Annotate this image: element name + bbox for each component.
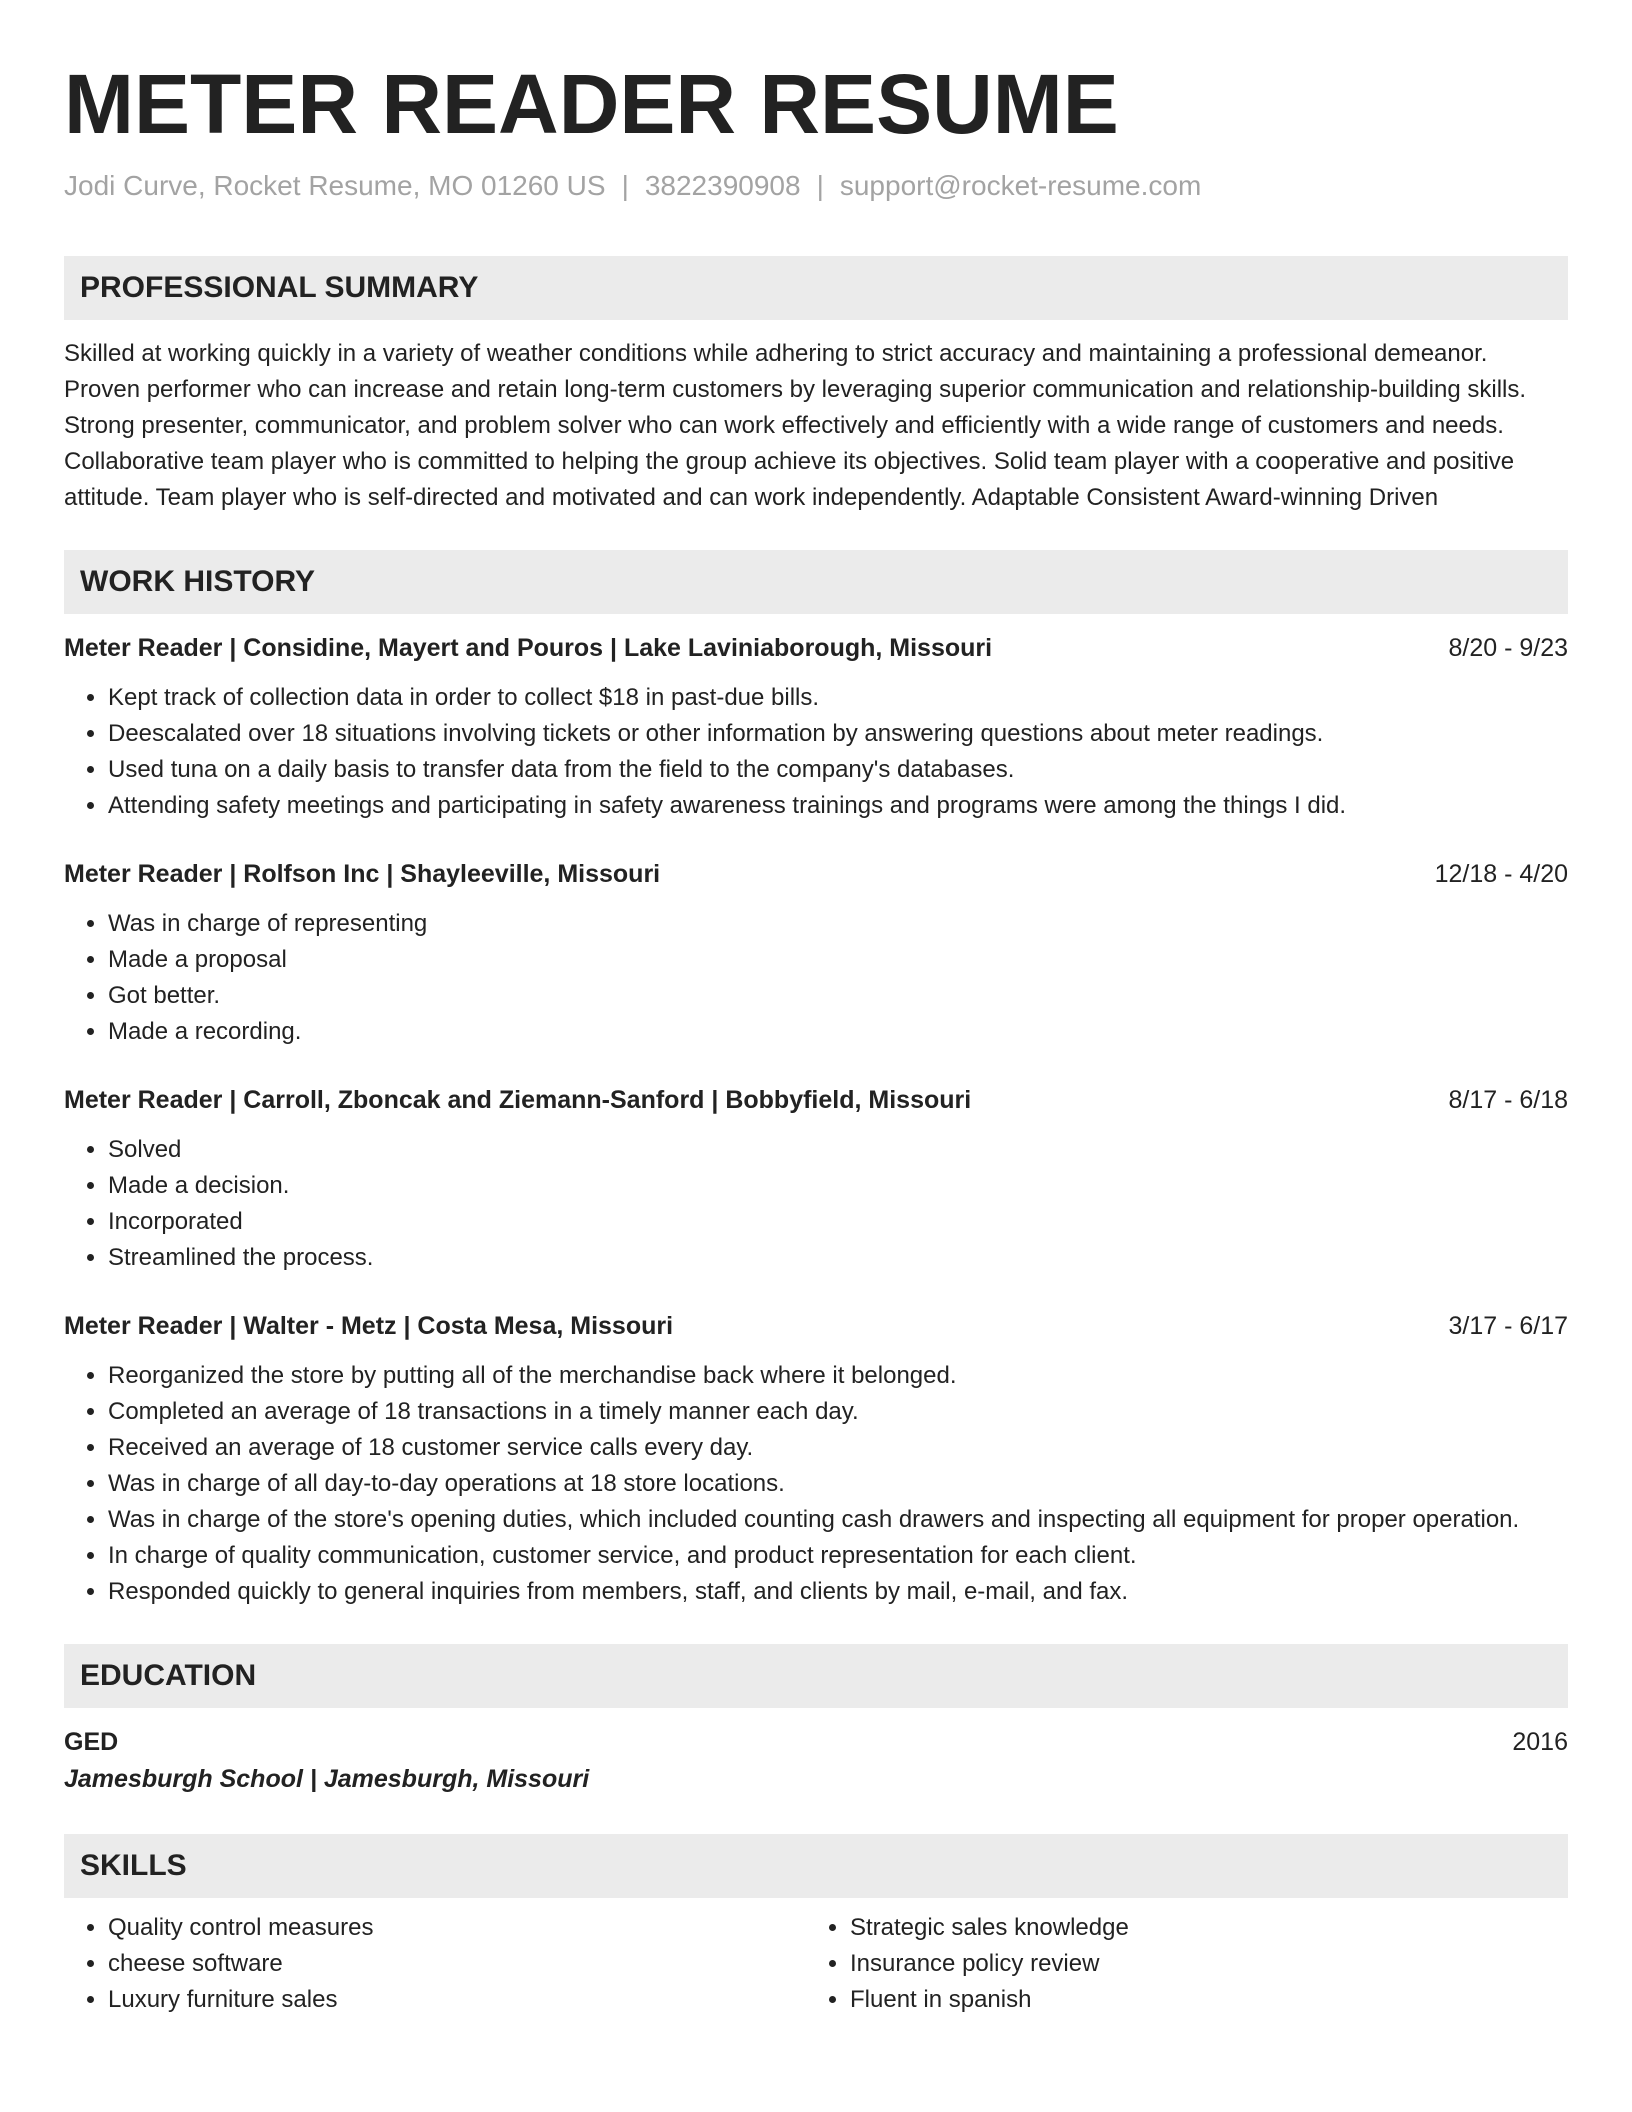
contact-separator: | (816, 170, 824, 201)
job-bullet: • Received an average of 18 customer service calls every day. (108, 1430, 1568, 1466)
job-entry (64, 630, 1568, 824)
job-bullet: • Deescalated over 18 situations involving tickets or other information by answering questions about meter readings. (108, 716, 1568, 752)
job-entry (64, 1308, 1568, 1610)
section-header-work-history: WORK HISTORY (64, 550, 1568, 614)
job-header (64, 856, 1568, 892)
job-bullet: • Kept track of collection data in order to collect $18 in past-due bills. (108, 680, 1568, 716)
job-bullet: • Made a recording. (108, 1014, 1568, 1050)
skill-item: • Luxury furniture sales (108, 1982, 806, 2018)
job-entry (64, 1082, 1568, 1276)
job-bullet: • Solved (108, 1132, 1568, 1168)
contact-email: support@rocket-resume.com (839, 170, 1202, 201)
contact-separator: | (621, 170, 629, 201)
contact-address: Jodi Curve, Rocket Resume, MO 01260 US (64, 170, 606, 201)
job-bullet: • Attending safety meetings and participating in safety awareness trainings and programs were among the things I did. (108, 788, 1568, 824)
job-bullets (64, 1132, 1568, 1276)
job-bullets (64, 1358, 1568, 1610)
job-title: Meter Reader | Walter - Metz | Costa Mesa, Missouri (64, 1312, 674, 1340)
skills-column-right (806, 1910, 1548, 2018)
skill-item: • Insurance policy review (850, 1946, 1548, 1982)
job-title: Meter Reader | Considine, Mayert and Pouros | Lake Laviniaborough, Missouri (64, 634, 993, 662)
job-bullet: • Made a decision. (108, 1168, 1568, 1204)
job-header (64, 1308, 1568, 1344)
education-row (64, 1724, 1568, 1760)
skill-item: • Strategic sales knowledge (850, 1910, 1548, 1946)
contact-line (64, 166, 1568, 206)
job-bullet: • Was in charge of the store's opening duties, which included counting cash drawers and inspecting all equipment for proper operation. (108, 1502, 1568, 1538)
skill-item: • Fluent in spanish (850, 1982, 1548, 2018)
resume-title: METER READER RESUME (64, 57, 1119, 151)
job-bullet: • Incorporated (108, 1204, 1568, 1240)
education-degree: GED (64, 1728, 119, 1756)
job-bullets (64, 680, 1568, 824)
job-bullet: • Made a proposal (108, 942, 1568, 978)
job-bullet: • Was in charge of all day-to-day operations at 18 store locations. (108, 1466, 1568, 1502)
education-school: Jamesburgh School | Jamesburgh, Missouri (64, 1765, 590, 1793)
job-dates: 8/17 - 6/18 (1448, 1086, 1568, 1114)
skills-grid (64, 1910, 1568, 2018)
section-header-summary: PROFESSIONAL SUMMARY (64, 256, 1568, 320)
job-header (64, 630, 1568, 666)
job-title: Meter Reader | Rolfson Inc | Shayleeville, Missouri (64, 860, 661, 888)
job-entry (64, 856, 1568, 1050)
job-bullet: • Responded quickly to general inquiries from members, staff, and clients by mail, e-mail, and fax. (108, 1574, 1568, 1610)
skills-column-left (64, 1910, 806, 2018)
job-bullet: • In charge of quality communication, customer service, and product representation for each client. (108, 1538, 1568, 1574)
job-bullets (64, 906, 1568, 1050)
skills-list (64, 1910, 806, 2018)
job-title: Meter Reader | Carroll, Zboncak and Ziemann-Sanford | Bobbyfield, Missouri (64, 1086, 972, 1114)
job-bullet: • Was in charge of representing (108, 906, 1568, 942)
job-bullet: • Got better. (108, 978, 1568, 1014)
skill-item: • cheese software (108, 1946, 806, 1982)
job-dates: 3/17 - 6/17 (1448, 1312, 1568, 1340)
contact-phone: 3822390908 (644, 170, 801, 201)
summary-text: Skilled at working quickly in a variety of weather conditions while adhering to strict accuracy and maintaining a professional demeanor. Proven performer who can increase and retain long-term customers by leveraging superior communication and relationship-building skills. Strong presenter, communicator, and problem solver who can work effectively and efficiently with a wide range of customers and needs. Collaborative team player who is committed to helping the group achieve its objectives. Solid team player with a cooperative and positive attitude. Team player who is self-directed and motivated and can work independently. Adaptable Consistent Award-winning Driven (64, 340, 1527, 511)
education-year: 2016 (1512, 1728, 1568, 1756)
job-bullet: • Reorganized the store by putting all of the merchandise back where it belonged. (108, 1358, 1568, 1394)
skill-item: • Quality control measures (108, 1910, 806, 1946)
job-bullet: • Completed an average of 18 transactions in a timely manner each day. (108, 1394, 1568, 1430)
section-header-education: EDUCATION (64, 1644, 1568, 1708)
job-header (64, 1082, 1568, 1118)
skills-list (806, 1910, 1548, 2018)
job-dates: 8/20 - 9/23 (1448, 634, 1568, 662)
job-dates: 12/18 - 4/20 (1434, 860, 1568, 888)
job-bullet: • Used tuna on a daily basis to transfer data from the field to the company's databases. (108, 752, 1568, 788)
job-bullet: • Streamlined the process. (108, 1240, 1568, 1276)
section-header-skills: SKILLS (64, 1834, 1568, 1898)
